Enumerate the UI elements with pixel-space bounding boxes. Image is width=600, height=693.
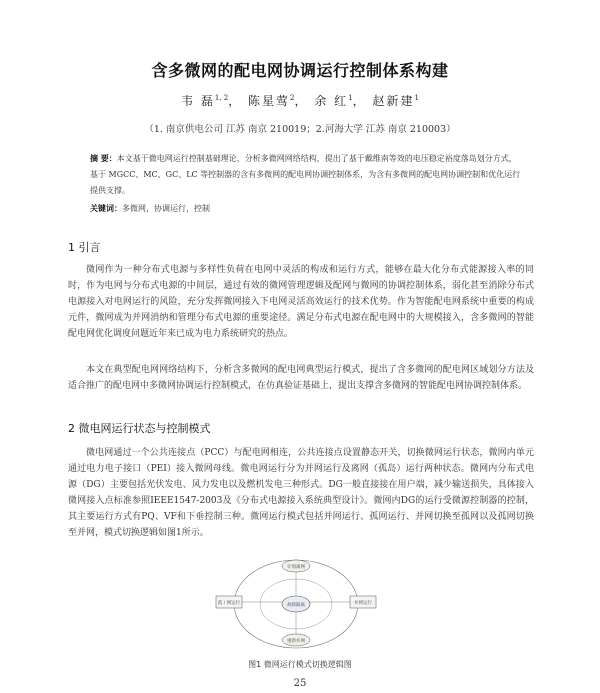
author-affil-mark: 1, 2 [214, 94, 229, 102]
author-separator: ， [228, 94, 243, 108]
abstract-label: 摘 要： [90, 153, 117, 163]
author-name: 赵新建 [372, 94, 415, 108]
paper-title: 含多微网的配电网协调运行控制体系构建 [151, 61, 449, 80]
right-state-label: 并网运行 [354, 601, 372, 606]
intro-paragraph-2: 本文在典型配电网网络结构下，分析含多微网的配电网典型运行模式，提出了含多微网的配电网区域划分方法及适合推广的配电网中多微网协调运行控制模式，在仿真验证基础上，提出支撑含多微网的智能配电网协调控制体系。 [68, 365, 534, 391]
top-label: 计划离网 [287, 565, 305, 570]
affiliation: （1. 南京供电公司 江苏 南京 210019；2.河海大学 江苏 南京 210003） [144, 124, 456, 135]
figure-caption: 图1 微网运行模式切换逻辑图 [248, 660, 352, 669]
mode-switch-diagram [212, 552, 380, 657]
left-state-label: 孤 / 网运行 [217, 601, 241, 606]
author-separator: ， [352, 94, 367, 108]
author-name: 陈星莺 [248, 94, 291, 108]
intro-paragraph-1: 微网作为一种分布式电源与多样性负荷在电网中灵活的构成和运行方式，能够在最大化分布式能源接入率的同时，作为电网与分布式电源的中间层，通过有效的微网管理逻辑及配网与微网的协调控制体系，弱化甚至消除分布式电源接入对电网运行的风险，充分发挥微网接入下电网灵活高效运行的技术优势。作为智能配电网系统中重要的构成元件，微网成为并网消纳和管理分布式电源的重要途径。满足分布式电源在配电网中的大规模接入，含多微网的智能配电网优化调度问题近年来已成为电力系统研究的热点。 [68, 265, 534, 339]
page-number: 25 [293, 678, 307, 689]
keywords-label: 关键词： [90, 203, 122, 213]
bottom-label: 重新并网 [287, 639, 305, 644]
center-label: 故障隔离 [287, 603, 305, 608]
abstract [90, 150, 522, 199]
author-list [0, 92, 600, 109]
author-affil-mark: 2 [290, 94, 295, 102]
mode-switch-figure [212, 552, 380, 657]
section-heading-microgrid: 2 微电网运行状态与控制模式 [68, 422, 211, 435]
keywords-text: 多微网，协调运行，控制 [122, 204, 210, 213]
author-affil-mark: 1 [348, 94, 353, 102]
keywords [90, 203, 522, 214]
author-name: 余 红 [314, 94, 349, 108]
author-affil-mark: 1 [414, 94, 419, 102]
abstract-text: 本文基于微电网运行控制基础理论，分析多微网网络结构，提出了基于戴维南等效的电压稳定裕度落岛划分方式，基于 MGCC、MC、GC、LC 等控制器的含有多微网的配电网协调控制体系，为含有多微网的配电网协调控制和优化运行提供支撑。 [90, 154, 521, 195]
microgrid-paragraph-1: 微电网通过一个公共连接点（PCC）与配电网相连，公共连接点设置静态开关，切换微网运行状态，微网内单元通过电力电子接口（PEI）接入微网母线。微电网运行分为并网运行及离网（孤岛）运行两种状态。微网内分布式电源（DG）主要包括光伏发电、风力发电以及燃机发电三种形式。DG一般直接接在用户端，减少输送损失，具体接入微网接入点标准参照IEEE1547-2003及《分布式电源接入系统典型设计》。微网内DG的运行受微源控制器的控制，其主要运行方式有PQ、VF和下垂控制三种。微网运行模式包括并网运行、孤网运行、并网切换至孤网以及孤网切换至并网，模式切换逻辑如图1所示。 [68, 448, 534, 538]
author-name: 韦 磊 [181, 94, 215, 108]
section-heading-intro: 1 引言 [68, 241, 101, 254]
author-separator: ， [294, 94, 309, 108]
